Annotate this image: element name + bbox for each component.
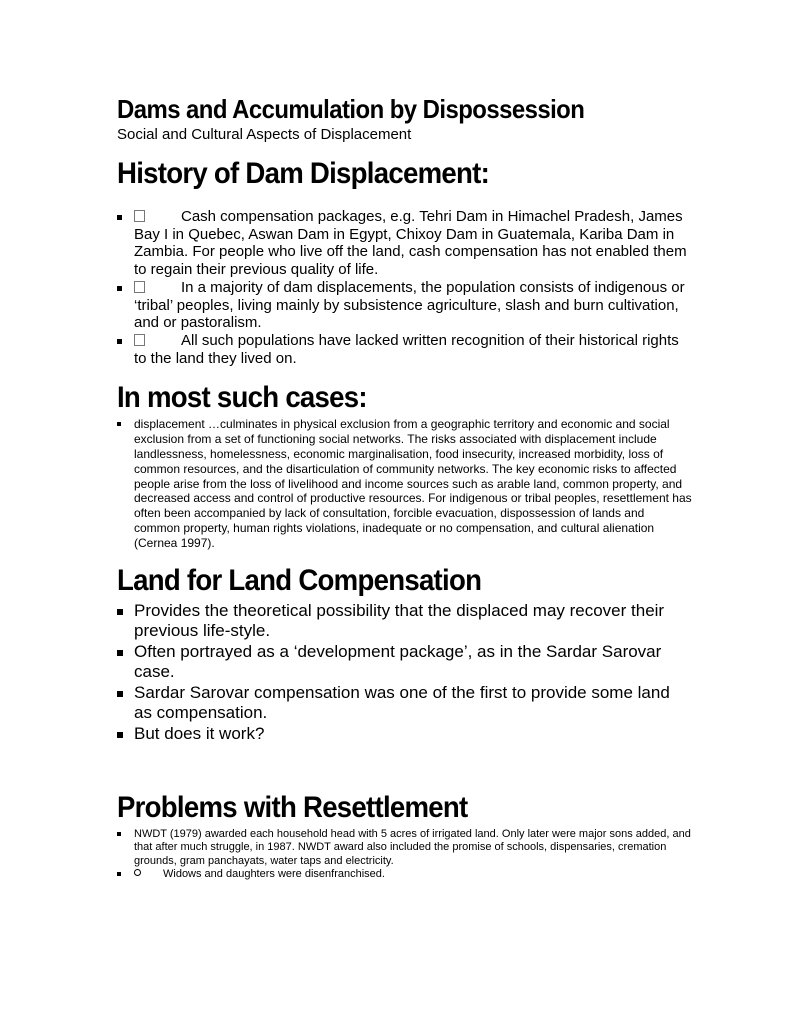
list-item-text: displacement …culminates in physical exclusion from a geographic territory and economic and social exclusion from a set of functioning social networks. The risks associated with displacement include landlessness, homelessness, economic marginalisation, food insecurity, increased morbidity, loss of common resources, and the disarticulation of community networks. The key economic risks to affected people arise from the loss of livelihood and income sources such as arable land, common property, and decreased access and control of productive resources. For indigenous or tribal peoples, resettlement has often been accompanied by lack of consultation, forcible evacuation, dispossession of lands and common property, human rights violations, inadequate or no compensation, and cultural alienation (Cernea 1997).	[134, 417, 692, 550]
list-item-text: NWDT (1979) awarded each household head with 5 acres of irrigated land. Only later were major sons added, and that after much struggle, in 1987. NWDT award also included the promise of schools, dispensaries, cremation grounds, gram panchayats, water taps and electricity.	[134, 828, 691, 867]
list-item	[117, 683, 692, 724]
circle-bullet-icon	[134, 869, 141, 876]
list-item-text: Provides the theoretical possibility that the displaced may recover their previous life-style.	[134, 600, 665, 640]
bullet-list	[117, 828, 692, 882]
bullet-list	[117, 601, 692, 745]
section-history	[117, 154, 692, 367]
square-bullet-icon	[117, 286, 122, 291]
list-item	[117, 828, 692, 868]
list-item	[117, 332, 692, 367]
list-item-text: Widows and daughters were disenfranchised.	[163, 868, 385, 881]
list-item	[117, 208, 692, 279]
list-item	[117, 868, 692, 881]
list-item-text: But does it work?	[134, 723, 265, 743]
list-item-text: Sardar Sarovar compensation was one of the first to provide some land as compensation.	[134, 682, 670, 722]
list-item-text: All such populations have lacked written recognition of their historical rights to the land they lived on.	[134, 331, 679, 367]
section-heading: Problems with Resettlement	[117, 791, 468, 824]
square-bullet-icon	[117, 339, 122, 344]
document-page	[117, 92, 692, 882]
square-bullet-icon	[117, 650, 123, 656]
section-most-cases	[117, 379, 692, 550]
section-heading: In most such cases:	[117, 381, 367, 415]
square-bullet-icon	[117, 609, 123, 615]
missing-glyph-icon	[134, 334, 145, 346]
section-problems	[117, 788, 692, 882]
list-item-text: Often portrayed as a ‘development package’, as in the Sardar Sarovar case.	[134, 641, 662, 681]
square-bullet-icon	[117, 691, 123, 697]
section-land-for-land	[117, 561, 692, 745]
missing-glyph-icon	[134, 210, 145, 222]
square-bullet-icon	[117, 872, 121, 876]
square-bullet-icon	[117, 422, 121, 426]
square-bullet-icon	[117, 832, 121, 836]
list-item-text: Cash compensation packages, e.g. Tehri Dam in Himachel Pradesh, James Bay I in Quebec, Aswan Dam in Egypt, Chixoy Dam in Guatemala, Kariba Dam in Zambia. For people who live off the land, cash compensation has not enabled them to regain their previous quality of life.	[134, 208, 687, 279]
list-item	[117, 279, 692, 332]
missing-glyph-icon	[134, 281, 145, 293]
square-bullet-icon	[117, 732, 123, 738]
document-title: Dams and Accumulation by Dispossession	[117, 94, 585, 124]
list-item-text: In a majority of dam displacements, the population consists of indigenous or ‘tribal’ peoples, living mainly by subsistence agriculture, slash and burn cultivation, and or pastoralism.	[134, 278, 685, 332]
bullet-list	[117, 417, 692, 550]
list-item	[117, 724, 692, 745]
document-subtitle: Social and Cultural Aspects of Displacement	[117, 126, 412, 143]
section-heading: Land for Land Compensation	[117, 563, 482, 597]
bullet-list	[117, 208, 692, 367]
square-bullet-icon	[117, 215, 122, 220]
list-item	[117, 642, 692, 683]
list-item	[117, 417, 692, 550]
list-item	[117, 601, 692, 642]
section-heading: History of Dam Displacement:	[117, 157, 490, 190]
